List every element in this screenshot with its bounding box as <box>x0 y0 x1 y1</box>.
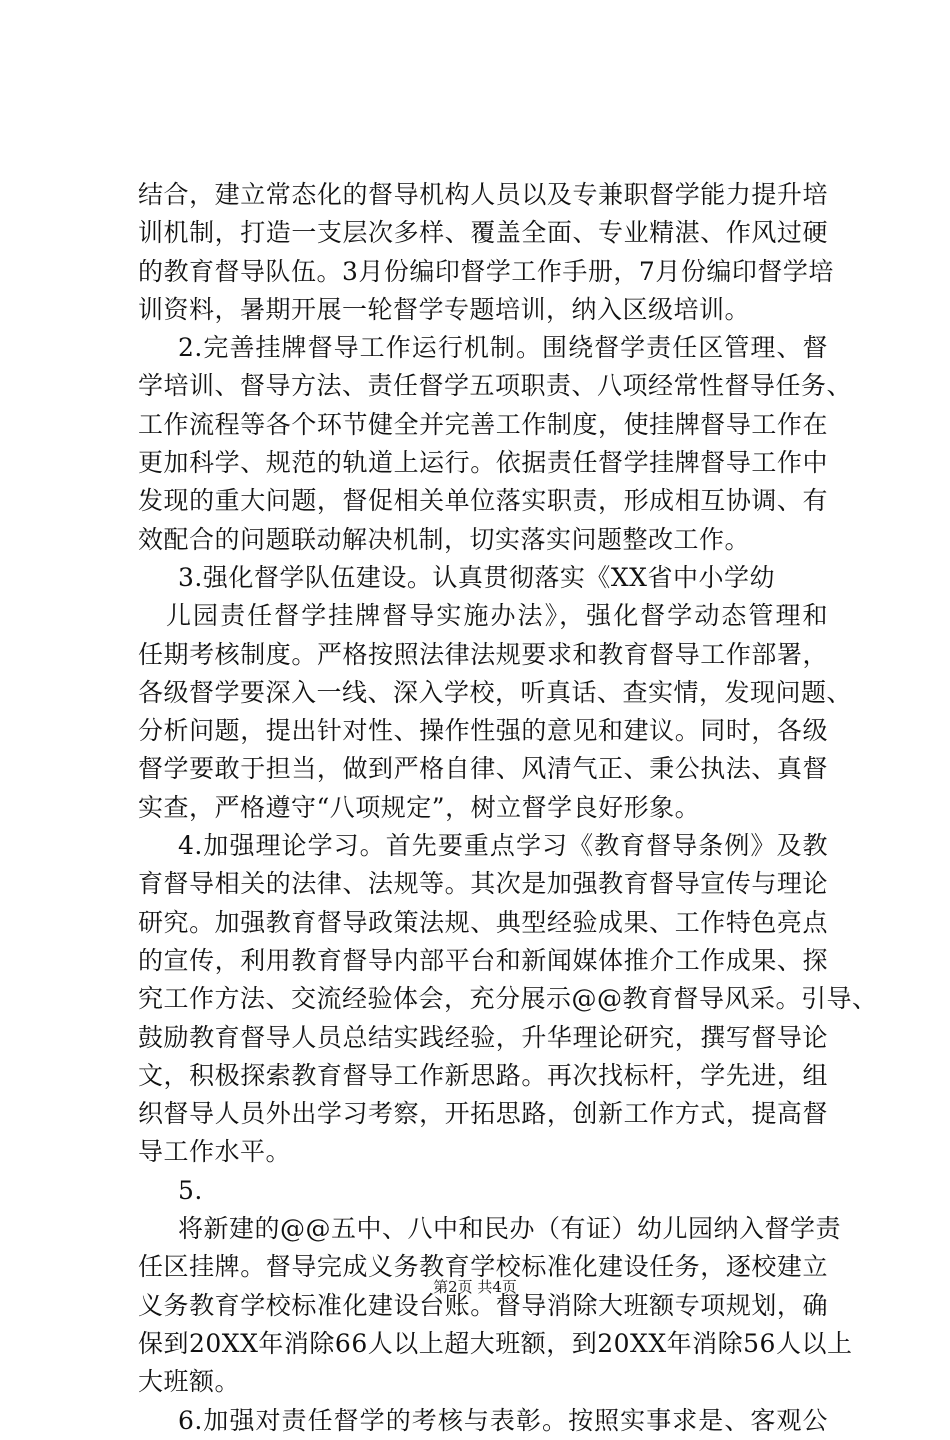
text-line: 训资料，暑期开展一轮督学专题培训，纳入区级培训。 <box>138 294 751 324</box>
text-line: 的宣传，利用教育督导内部平台和新闻媒体推介工作成果、探 <box>138 945 828 975</box>
text-line: 督学要敢于担当，做到严格自律、风清气正、秉公执法、真督 <box>138 754 828 784</box>
text-line: 2.完善挂牌督导工作运行机制。围绕督学责任区管理、督 <box>178 333 828 363</box>
text-line: 结合，建立常态化的督导机构人员以及专兼职督学能力提升培 <box>138 180 828 209</box>
text-line: 工作流程等各个环节健全并完善工作制度，使挂牌督导工作在 <box>138 409 828 439</box>
text-line: 各级督学要深入一线、深入学校，听真话、查实情，发现问题、 <box>138 677 853 707</box>
text-line: 研究。加强教育督导政策法规、典型经验成果、工作特色亮点 <box>138 907 828 937</box>
text-line: 织督导人员外出学习考察，开拓思路，创新工作方式，提高督 <box>138 1099 828 1129</box>
text-line: 导工作水平。 <box>138 1137 292 1167</box>
text-line: 究工作方法、交流经验体会，充分展示@@教育督导风采。引导、 <box>138 984 878 1014</box>
text-line: 的教育督导队伍。3月份编印督学工作手册，7月份编印督学培 <box>138 256 834 286</box>
text-line: 6.加强对责任督学的考核与表彰。按照实事求是、客观公 <box>178 1405 828 1435</box>
text-line: 4.加强理论学习。首先要重点学习《教育督导条例》及教 <box>178 831 828 861</box>
body-text <box>138 176 878 1440</box>
text-line: 5. <box>178 1175 203 1205</box>
text-line: 任区挂牌。督导完成义务教育学校标准化建设任务，逐校建立 <box>138 1252 828 1282</box>
text-line: 分析问题，提出针对性、操作性强的意见和建议。同时，各级 <box>138 716 828 746</box>
page-footer: 第2页 共4页 <box>433 1278 517 1296</box>
text-line: 大班额。 <box>138 1367 241 1397</box>
text-line: 儿园责任督学挂牌督导实施办法》，强化督学动态管理和 <box>166 601 828 631</box>
text-line: 3.强化督学队伍建设。认真贯彻落实《XX省中小学幼 <box>178 562 775 592</box>
text-line: 育督导相关的法律、法规等。其次是加强教育督导宣传与理论 <box>138 869 828 899</box>
text-line: 训机制，打造一支层次多样、覆盖全面、专业精湛、作风过硬 <box>138 218 828 248</box>
text-line: 更加科学、规范的轨道上运行。依据责任督学挂牌督导工作中 <box>138 448 828 478</box>
text-line: 保到20XX年消除66人以上超大班额，到20XX年消除56人以上 <box>138 1328 853 1358</box>
text-line: 实查，严格遵守“八项规定”，树立督学良好形象。 <box>138 792 701 822</box>
text-line: 任期考核制度。严格按照法律法规要求和教育督导工作部署， <box>138 639 828 669</box>
text-line: 鼓励教育督导人员总结实践经验，升华理论研究，撰写督导论 <box>138 1022 828 1052</box>
text-line: 义务教育学校标准化建设台账。督导消除大班额专项规划，确 <box>138 1290 828 1320</box>
text-line: 学培训、督导方法、责任督学五项职责、八项经常性督导任务、 <box>138 371 853 401</box>
text-line: 文，积极探索教育督导工作新思路。再次找标杆，学先进，组 <box>138 1060 828 1090</box>
text-line: 发现的重大问题，督促相关单位落实职责，形成相互协调、有 <box>138 486 828 516</box>
text-line: 将新建的@@五中、八中和民办（有证）幼儿园纳入督学责 <box>178 1214 842 1244</box>
text-line: 效配合的问题联动解决机制，切实落实问题整改工作。 <box>138 524 751 554</box>
